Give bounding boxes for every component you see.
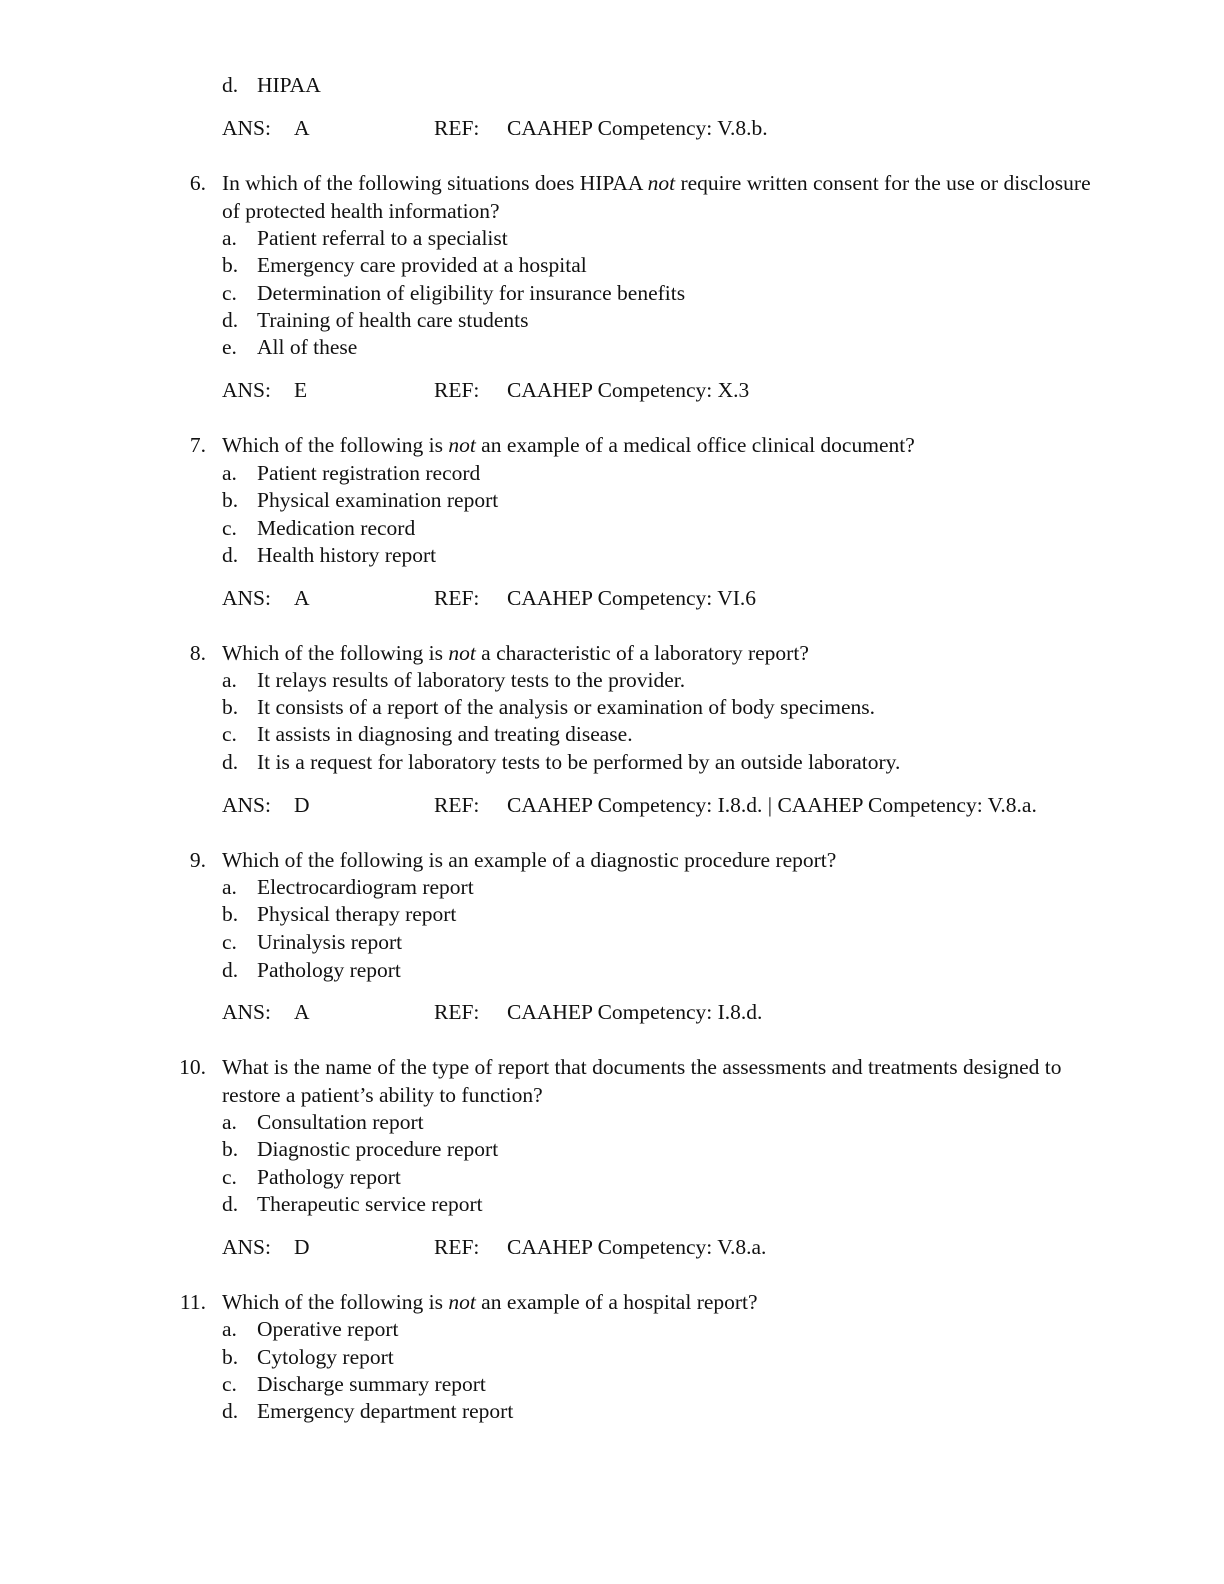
option-letter: c. bbox=[222, 281, 237, 305]
stem-text: require written consent for the use or disclosure of protected health information? bbox=[222, 171, 1091, 223]
option-text: Pathology report bbox=[257, 1165, 401, 1189]
question-stem bbox=[222, 640, 1102, 668]
answer-line bbox=[222, 999, 1122, 1025]
option-letter: b. bbox=[222, 902, 239, 926]
ref-label: REF: bbox=[434, 793, 480, 817]
question-stem bbox=[222, 1289, 1102, 1317]
option-letter: b. bbox=[222, 1137, 239, 1161]
option-text: Physical therapy report bbox=[257, 902, 457, 926]
ref-value: CAAHEP Competency: I.8.d. | CAAHEP Competency: V.8.a. bbox=[507, 793, 1037, 817]
ref-value: CAAHEP Competency: V.8.b. bbox=[507, 116, 768, 140]
option-text: Pathology report bbox=[257, 958, 401, 982]
option-letter: a. bbox=[222, 1110, 237, 1134]
option-text: Emergency care provided at a hospital bbox=[257, 253, 587, 277]
ref-label: REF: bbox=[434, 1235, 480, 1259]
question-stem bbox=[222, 432, 1102, 460]
option-letter: d. bbox=[222, 308, 239, 332]
option-text: Operative report bbox=[257, 1317, 399, 1341]
option-text: Discharge summary report bbox=[257, 1372, 486, 1396]
option-letter: d. bbox=[222, 543, 239, 567]
option-text: Diagnostic procedure report bbox=[257, 1137, 499, 1161]
ans-value: A bbox=[294, 586, 310, 610]
answer-line bbox=[222, 115, 1122, 141]
ans-value: E bbox=[294, 378, 308, 402]
ref-label: REF: bbox=[434, 378, 480, 402]
option-text: Training of health care students bbox=[257, 308, 529, 332]
option-text: Patient registration record bbox=[257, 461, 481, 485]
ref-value: CAAHEP Competency: I.8.d. bbox=[507, 1000, 763, 1024]
ans-value: A bbox=[294, 116, 310, 140]
option-letter: e. bbox=[222, 335, 237, 359]
stem-text: an example of a hospital report? bbox=[475, 1290, 758, 1314]
option-letter: c. bbox=[222, 930, 237, 954]
option-letter: c. bbox=[222, 1372, 237, 1396]
option-letter: b. bbox=[222, 1345, 239, 1369]
stem-emphasis: not bbox=[448, 641, 476, 665]
option-letter: d. bbox=[222, 958, 239, 982]
option-text: Therapeutic service report bbox=[257, 1192, 483, 1216]
option-text: It consists of a report of the analysis or examination of body specimens. bbox=[257, 695, 875, 719]
option-letter: a. bbox=[222, 875, 237, 899]
option-text: Consultation report bbox=[257, 1110, 424, 1134]
ans-value: D bbox=[294, 793, 310, 817]
stem-text: What is the name of the type of report that documents the assessments and treatments designed to restore a patient’s ability to function? bbox=[222, 1055, 1062, 1107]
answer-line bbox=[222, 792, 1122, 818]
option-text: Emergency department report bbox=[257, 1399, 514, 1423]
option-text: Determination of eligibility for insurance benefits bbox=[257, 281, 686, 305]
ref-value: CAAHEP Competency: X.3 bbox=[507, 378, 750, 402]
ans-label: ANS: bbox=[222, 793, 271, 817]
stem-text: In which of the following situations does HIPAA bbox=[222, 171, 648, 195]
ans-label: ANS: bbox=[222, 1000, 271, 1024]
option-letter: b. bbox=[222, 488, 239, 512]
stem-text: Which of the following is bbox=[222, 1290, 449, 1314]
ref-label: REF: bbox=[434, 586, 480, 610]
ans-label: ANS: bbox=[222, 378, 271, 402]
option-text: It relays results of laboratory tests to the provider. bbox=[257, 668, 686, 692]
answer-line bbox=[222, 1234, 1122, 1260]
stem-text: Which of the following is bbox=[222, 433, 449, 457]
option-text: All of these bbox=[257, 335, 358, 359]
question-number: 6. bbox=[189, 171, 206, 195]
ans-label: ANS: bbox=[222, 586, 271, 610]
option-text: It assists in diagnosing and treating disease. bbox=[257, 722, 633, 746]
option-letter: a. bbox=[222, 1317, 237, 1341]
question-number: 8. bbox=[189, 641, 206, 665]
option-text: Physical examination report bbox=[257, 488, 499, 512]
ref-label: REF: bbox=[434, 116, 480, 140]
ref-value: CAAHEP Competency: VI.6 bbox=[507, 586, 757, 610]
question-number: 7. bbox=[189, 433, 206, 457]
stem-emphasis: not bbox=[647, 171, 676, 195]
option-letter: b. bbox=[222, 253, 239, 277]
stem-text: an example of a medical office clinical document? bbox=[475, 433, 915, 457]
option-text: Medication record bbox=[257, 516, 416, 540]
option-letter: c. bbox=[222, 516, 237, 540]
option-text: Health history report bbox=[257, 543, 437, 567]
ans-value: D bbox=[294, 1235, 310, 1259]
stem-text: a characteristic of a laboratory report? bbox=[475, 641, 809, 665]
option-letter: d. bbox=[222, 750, 239, 774]
stem-emphasis: not bbox=[448, 1290, 476, 1314]
stem-emphasis: not bbox=[448, 433, 476, 457]
stem-text: Which of the following is an example of a diagnostic procedure report? bbox=[222, 848, 837, 872]
question-stem bbox=[222, 847, 1102, 875]
option-letter: d. bbox=[222, 1399, 239, 1423]
stem-text: Which of the following is bbox=[222, 641, 449, 665]
question-number: 10. bbox=[179, 1055, 206, 1079]
option-letter: a. bbox=[222, 226, 237, 250]
option-text: Patient referral to a specialist bbox=[257, 226, 508, 250]
option-text: HIPAA bbox=[257, 73, 321, 97]
option-letter: a. bbox=[222, 461, 237, 485]
option-text: Electrocardiogram report bbox=[257, 875, 474, 899]
ans-value: A bbox=[294, 1000, 310, 1024]
option-text: Urinalysis report bbox=[257, 930, 403, 954]
option-letter: d. bbox=[222, 1192, 239, 1216]
question-stem bbox=[222, 1054, 1062, 1109]
option-letter: c. bbox=[222, 722, 237, 746]
answer-line bbox=[222, 585, 1122, 611]
question-number: 9. bbox=[189, 848, 206, 872]
ref-label: REF: bbox=[434, 1000, 480, 1024]
option-letter: b. bbox=[222, 695, 239, 719]
option-letter: c. bbox=[222, 1165, 237, 1189]
option-text: It is a request for laboratory tests to be performed by an outside laboratory. bbox=[257, 750, 901, 774]
option-letter: d. bbox=[222, 73, 239, 97]
answer-line bbox=[222, 377, 1122, 403]
ans-label: ANS: bbox=[222, 116, 271, 140]
option-text: Cytology report bbox=[257, 1345, 394, 1369]
question-number: 11. bbox=[179, 1290, 206, 1314]
question-stem bbox=[222, 170, 1102, 225]
option-letter: a. bbox=[222, 668, 237, 692]
ans-label: ANS: bbox=[222, 1235, 271, 1259]
ref-value: CAAHEP Competency: V.8.a. bbox=[507, 1235, 767, 1259]
